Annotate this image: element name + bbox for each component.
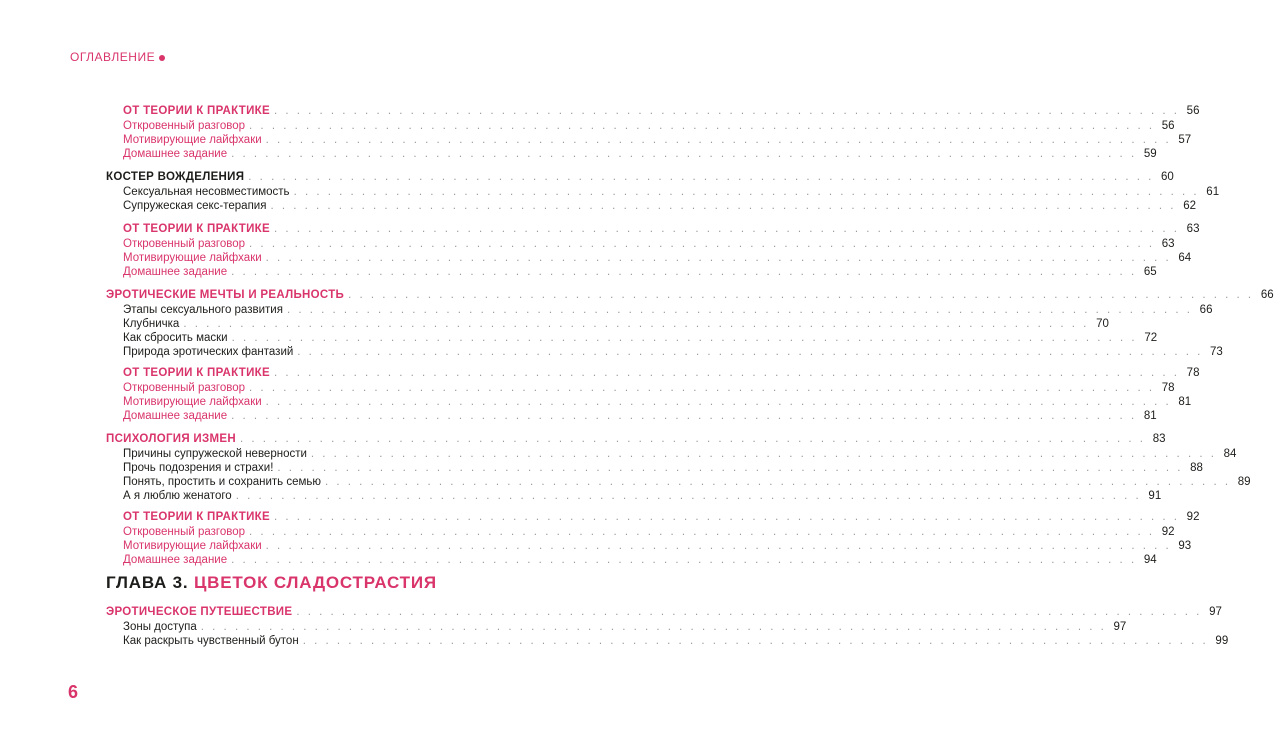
toc-entry[interactable] — [123, 119, 1175, 133]
toc-entry[interactable] — [123, 510, 1200, 524]
toc-leader-dots: . . . . . . . . . . . . . . . . . . . . . . . . . . . . . . . . . . . . . . . . . . . . . . . . . . . . . . . . . . . . . . . . . . . . . . . . . . . . . . . . — [265, 396, 1172, 408]
toc-entry[interactable] — [123, 366, 1200, 380]
toc-entry-title: Откровенный разговор — [123, 120, 246, 132]
toc-leader-dots: . . . . . . . . . . . . . . . . . . . . . . . . . . . . . . . . . . . . . . . . . . . . . . . . . . . . . . . . . . . . . . . . . . . . . . . . . . . . . . . . — [249, 120, 1155, 132]
toc-entry-page: 60 — [1161, 171, 1174, 183]
toc-leader-dots: . . . . . . . . . . . . . . . . . . . . . . . . . . . . . . . . . . . . . . . . . . . . . . . . . . . . . . . . . . . . . . . . . . . . . . . . . . . . . . . . — [273, 511, 1180, 523]
toc-entry-page: 84 — [1223, 448, 1237, 460]
toc-entry[interactable] — [123, 525, 1175, 539]
toc-entry-page: 59 — [1143, 148, 1157, 160]
toc-entry-page: 78 — [1161, 382, 1175, 394]
toc-entry-page: 92 — [1161, 526, 1175, 538]
toc-entry[interactable] — [123, 447, 1237, 461]
toc-entry-title: Сексуальная несовместимость — [123, 186, 290, 198]
toc-entry-title: Как раскрыть чувственный бутон — [123, 635, 299, 647]
toc-entry[interactable] — [123, 461, 1203, 475]
toc-entry-title: Природа эротических фантазий — [123, 346, 294, 358]
toc-entry[interactable] — [123, 303, 1213, 317]
toc-entry-page: 66 — [1199, 304, 1213, 316]
chapter-name: ЦВЕТОК СЛАДОСТРАСТИЯ — [193, 573, 437, 592]
toc-entry[interactable] — [106, 288, 1274, 302]
toc-entry[interactable] — [123, 251, 1192, 265]
toc-leader-dots: . . . . . . . . . . . . . . . . . . . . . . . . . . . . . . . . . . . . . . . . . . . . . . . . . . . . . . . . . . . . . . . . . . . . . . . . . . . . . . . . — [239, 433, 1146, 445]
toc-entry[interactable] — [123, 620, 1127, 634]
toc-entry-page: 97 — [1113, 621, 1127, 633]
toc-entry-page: 93 — [1178, 540, 1192, 552]
toc-leader-dots: . . . . . . . . . . . . . . . . . . . . . . . . . . . . . . . . . . . . . . . . . . . . . . . . . . . . . . . . . . . . . . . . . . . . . . . . . . . . . . . . — [265, 252, 1172, 264]
page-number: 6 — [68, 682, 79, 702]
toc-entry-title: ЭРОТИЧЕСКОЕ ПУТЕШЕСТВИЕ — [106, 606, 293, 618]
toc-leader-dots: . . . . . . . . . . . . . . . . . . . . . . . . . . . . . . . . . . . . . . . . . . . . . . . . . . . . . . . . . . . . . . . . . . . . . . . . . . . . . . . . — [273, 367, 1180, 379]
toc-leader-dots: . . . . . . . . . . . . . . . . . . . . . . . . . . . . . . . . . . . . . . . . . . . . . . . . . . . . . . . . . . . . . . . . . . . . . . . . . . . . . . . . — [273, 223, 1180, 235]
toc-leader-dots: . . . . . . . . . . . . . . . . . . . . . . . . . . . . . . . . . . . . . . . . . . . . . . . . . . . . . . . . . . . . . . . . . . . . . . . . . . . . . . . . — [293, 186, 1200, 198]
toc-entry-title: ОТ ТЕОРИИ К ПРАКТИКЕ — [123, 223, 270, 235]
toc-leader-dots: . . . . . . . . . . . . . . . . . . . . . . . . . . . . . . . . . . . . . . . . . . . . . . . . . . . . . . . . . . . . . . . . . . . . . . . . . . . . . . . . — [296, 606, 1202, 618]
toc-entry-page: 89 — [1237, 476, 1251, 488]
toc-header-label: ОГЛАВЛЕНИЕ — [70, 50, 156, 64]
toc-entry-title: ЭРОТИЧЕСКИЕ МЕЧТЫ И РЕАЛЬНОСТЬ — [106, 289, 345, 301]
toc-entry[interactable] — [123, 539, 1192, 553]
toc-entry-title: ОТ ТЕОРИИ К ПРАКТИКЕ — [123, 105, 270, 117]
toc-entry-page: 99 — [1215, 635, 1229, 647]
toc-entry-page: 81 — [1143, 410, 1157, 422]
toc-entry-title: Домашнее задание — [123, 410, 228, 422]
toc-entry-title: Этапы сексуального развития — [123, 304, 283, 316]
toc-entry[interactable] — [123, 381, 1175, 395]
toc-entry-title: Прочь подозрения и страхи! — [123, 462, 274, 474]
toc-entry[interactable] — [123, 409, 1157, 423]
toc-entry-page: 57 — [1178, 134, 1192, 146]
toc-entry-page: 63 — [1186, 223, 1200, 235]
toc-entry[interactable] — [123, 265, 1157, 279]
toc-leader-dots: . . . . . . . . . . . . . . . . . . . . . . . . . . . . . . . . . . . . . . . . . . . . . . . . . . . . . . . . . . . . . . . . . . . . . . . . . . . . . . . . — [277, 462, 1183, 474]
toc-leader-dots: . . . . . . . . . . . . . . . . . . . . . . . . . . . . . . . . . . . . . . . . . . . . . . . . . . . . . . . . . . . . . . . . . . . . . . . . . . . . . . . . — [231, 410, 1137, 422]
toc-entry-title: ОТ ТЕОРИИ К ПРАКТИКЕ — [123, 367, 270, 379]
toc-entry-title: Как сбросить маски — [123, 332, 228, 344]
toc-entry-page: 62 — [1183, 200, 1196, 212]
toc-entry-title: Понять, простить и сохранить семью — [123, 476, 322, 488]
toc-leader-dots: . . . . . . . . . . . . . . . . . . . . . . . . . . . . . . . . . . . . . . . . . . . . . . . . . . . . . . . . . . . . . . . . . . . . . . . . . . . . . . . . — [297, 346, 1203, 358]
toc-entry-title: Мотивирующие лайфхаки — [123, 396, 262, 408]
toc-entry-page: 94 — [1143, 554, 1157, 566]
toc-leader-dots: . . . . . . . . . . . . . . . . . . . . . . . . . . . . . . . . . . . . . . . . . . . . . . . . . . . . . . . . . . . . . . . . . . . . . . . . . . . . . . . . — [200, 621, 1107, 633]
chapter-heading — [106, 573, 437, 593]
toc-entry-page: 70 — [1096, 318, 1109, 330]
toc-leader-dots: . . . . . . . . . . . . . . . . . . . . . . . . . . . . . . . . . . . . . . . . . . . . . . . . . . . . . . . . . . . . . . . . . . . . . . . . . . . . . . . . — [231, 554, 1137, 566]
toc-leader-dots: . . . . . . . . . . . . . . . . . . . . . . . . . . . . . . . . . . . . . . . . . . . . . . . . . . . . . . . . . . . . . . . . . . . . . . . . . . . . . . . . — [270, 200, 1176, 212]
toc-entry[interactable] — [106, 432, 1166, 446]
toc-leader-dots: . . . . . . . . . . . . . . . . . . . . . . . . . . . . . . . . . . . . . . . . . . . . . . . . . . . . . . . . . . . . . . . . . . . . . . . . . . . . . . . . — [265, 134, 1172, 146]
toc-entry-title: Зоны доступа — [123, 621, 197, 633]
toc-entry[interactable] — [123, 237, 1175, 251]
toc-entry-page: 56 — [1161, 120, 1175, 132]
toc-entry-title: ОТ ТЕОРИИ К ПРАКТИКЕ — [123, 511, 270, 523]
toc-entry[interactable] — [123, 185, 1220, 199]
toc-entry-title: Причины супружеской неверности — [123, 448, 307, 460]
toc-leader-dots: . . . . . . . . . . . . . . . . . . . . . . . . . . . . . . . . . . . . . . . . . . . . . . . . . . . . . . . . . . . . . . . . . . . . . . . . . . . . . . . . — [231, 266, 1137, 278]
toc-leader-dots: . . . . . . . . . . . . . . . . . . . . . . . . . . . . . . . . . . . . . . . . . . . . . . . . . . . . . . . . . . . . . . . . . . . . . . . . . . . . . . . . — [235, 490, 1142, 502]
toc-entry-title: Откровенный разговор — [123, 526, 246, 538]
toc-entry[interactable] — [123, 147, 1157, 161]
toc-entry-page: 56 — [1186, 105, 1200, 117]
toc-entry-title: Откровенный разговор — [123, 382, 246, 394]
toc-leader-dots: . . . . . . . . . . . . . . . . . . . . . . . . . . . . . . . . . . . . . . . . . . . . . . . . . . . . . . . . . . . . . . . . . . . . . . . . . . . . . . . . — [249, 526, 1155, 538]
toc-entry-page: 73 — [1210, 346, 1223, 358]
toc-leader-dots: . . . . . . . . . . . . . . . . . . . . . . . . . . . . . . . . . . . . . . . . . . . . . . . . . . . . . . . . . . . . . . . . . . . . . . . . . . . . . . . . — [310, 448, 1217, 460]
toc-entry[interactable] — [106, 605, 1222, 619]
toc-entry-title: Домашнее задание — [123, 148, 228, 160]
toc-leader-dots: . . . . . . . . . . . . . . . . . . . . . . . . . . . . . . . . . . . . . . . . . . . . . . . . . . . . . . . . . . . . . . . . . . . . . . . . . . . . . . . . — [302, 635, 1209, 647]
toc-entry[interactable] — [123, 133, 1192, 147]
toc-entry[interactable] — [123, 634, 1229, 648]
toc-entry-page: 78 — [1186, 367, 1200, 379]
toc-entry-page: 83 — [1152, 433, 1166, 445]
toc-leader-dots: . . . . . . . . . . . . . . . . . . . . . . . . . . . . . . . . . . . . . . . . . . . . . . . . . . . . . . . . . . . . . . . . . . . . . . . . . . . . . . . . — [249, 382, 1155, 394]
toc-entry-title: Супружеская секс-терапия — [123, 200, 267, 212]
toc-entry[interactable] — [123, 104, 1200, 118]
toc-entry-page: 66 — [1260, 289, 1274, 301]
toc-entry-page: 81 — [1178, 396, 1192, 408]
toc-entry-title: Домашнее задание — [123, 266, 228, 278]
toc-entry-page: 88 — [1190, 462, 1203, 474]
toc-leader-dots: . . . . . . . . . . . . . . . . . . . . . . . . . . . . . . . . . . . . . . . . . . . . . . . . . . . . . . . . . . . . . . . . . . . . . . . . . . . . . . . . — [325, 476, 1231, 488]
toc-leader-dots: . . . . . . . . . . . . . . . . . . . . . . . . . . . . . . . . . . . . . . . . . . . . . . . . . . . . . . . . . . . . . . . . . . . . . . . . . . . . . . . . — [273, 105, 1180, 117]
toc-entry[interactable] — [123, 345, 1223, 359]
toc-entry-page: 63 — [1161, 238, 1175, 250]
toc-entry-title: Откровенный разговор — [123, 238, 246, 250]
toc-entry-page: 92 — [1186, 511, 1200, 523]
toc-leader-dots: . . . . . . . . . . . . . . . . . . . . . . . . . . . . . . . . . . . . . . . . . . . . . . . . . . . . . . . . . . . . . . . . . . . . . . . . . . . . . . . . — [183, 318, 1089, 330]
toc-leader-dots: . . . . . . . . . . . . . . . . . . . . . . . . . . . . . . . . . . . . . . . . . . . . . . . . . . . . . . . . . . . . . . . . . . . . . . . . . . . . . . . . — [231, 332, 1138, 344]
toc-entry-title: А я люблю женатого — [123, 490, 232, 502]
toc-entry[interactable] — [123, 317, 1109, 331]
toc-entry-page: 91 — [1148, 490, 1162, 502]
toc-entry-page: 65 — [1143, 266, 1157, 278]
toc-leader-dots: . . . . . . . . . . . . . . . . . . . . . . . . . . . . . . . . . . . . . . . . . . . . . . . . . . . . . . . . . . . . . . . . . . . . . . . . . . . . . . . . — [348, 289, 1254, 301]
toc-entry-title: Домашнее задание — [123, 554, 228, 566]
toc-entry[interactable] — [106, 170, 1174, 184]
toc-entry-title: Мотивирующие лайфхаки — [123, 134, 262, 146]
toc-leader-dots: . . . . . . . . . . . . . . . . . . . . . . . . . . . . . . . . . . . . . . . . . . . . . . . . . . . . . . . . . . . . . . . . . . . . . . . . . . . . . . . . — [265, 540, 1172, 552]
toc-entry[interactable] — [123, 222, 1200, 236]
toc-entry[interactable] — [123, 475, 1251, 489]
toc-entry-title: ПСИХОЛОГИЯ ИЗМЕН — [106, 433, 236, 445]
toc-entry[interactable] — [123, 489, 1162, 503]
toc-leader-dots: . . . . . . . . . . . . . . . . . . . . . . . . . . . . . . . . . . . . . . . . . . . . . . . . . . . . . . . . . . . . . . . . . . . . . . . . . . . . . . . . — [248, 171, 1154, 183]
chapter-number: ГЛАВА 3. — [106, 573, 194, 592]
toc-leader-dots: . . . . . . . . . . . . . . . . . . . . . . . . . . . . . . . . . . . . . . . . . . . . . . . . . . . . . . . . . . . . . . . . . . . . . . . . . . . . . . . . — [231, 148, 1137, 160]
toc-entry[interactable] — [123, 331, 1158, 345]
toc-leader-dots: . . . . . . . . . . . . . . . . . . . . . . . . . . . . . . . . . . . . . . . . . . . . . . . . . . . . . . . . . . . . . . . . . . . . . . . . . . . . . . . . — [286, 304, 1193, 316]
toc-entry[interactable] — [123, 395, 1192, 409]
toc-leader-dots: . . . . . . . . . . . . . . . . . . . . . . . . . . . . . . . . . . . . . . . . . . . . . . . . . . . . . . . . . . . . . . . . . . . . . . . . . . . . . . . . — [249, 238, 1155, 250]
toc-entry[interactable] — [123, 553, 1157, 567]
toc-entry-page: 72 — [1144, 332, 1158, 344]
toc-entry-page: 61 — [1206, 186, 1220, 198]
toc-entry-page: 97 — [1209, 606, 1222, 618]
toc-entry-page: 64 — [1178, 252, 1192, 264]
toc-entry[interactable] — [123, 199, 1196, 213]
toc-entry-title: КОСТЕР ВОЖДЕЛЕНИЯ — [106, 171, 245, 183]
toc-entry-title: Мотивирующие лайфхаки — [123, 540, 262, 552]
toc-entry-title: Клубничка — [123, 318, 180, 330]
toc-entry-title: Мотивирующие лайфхаки — [123, 252, 262, 264]
